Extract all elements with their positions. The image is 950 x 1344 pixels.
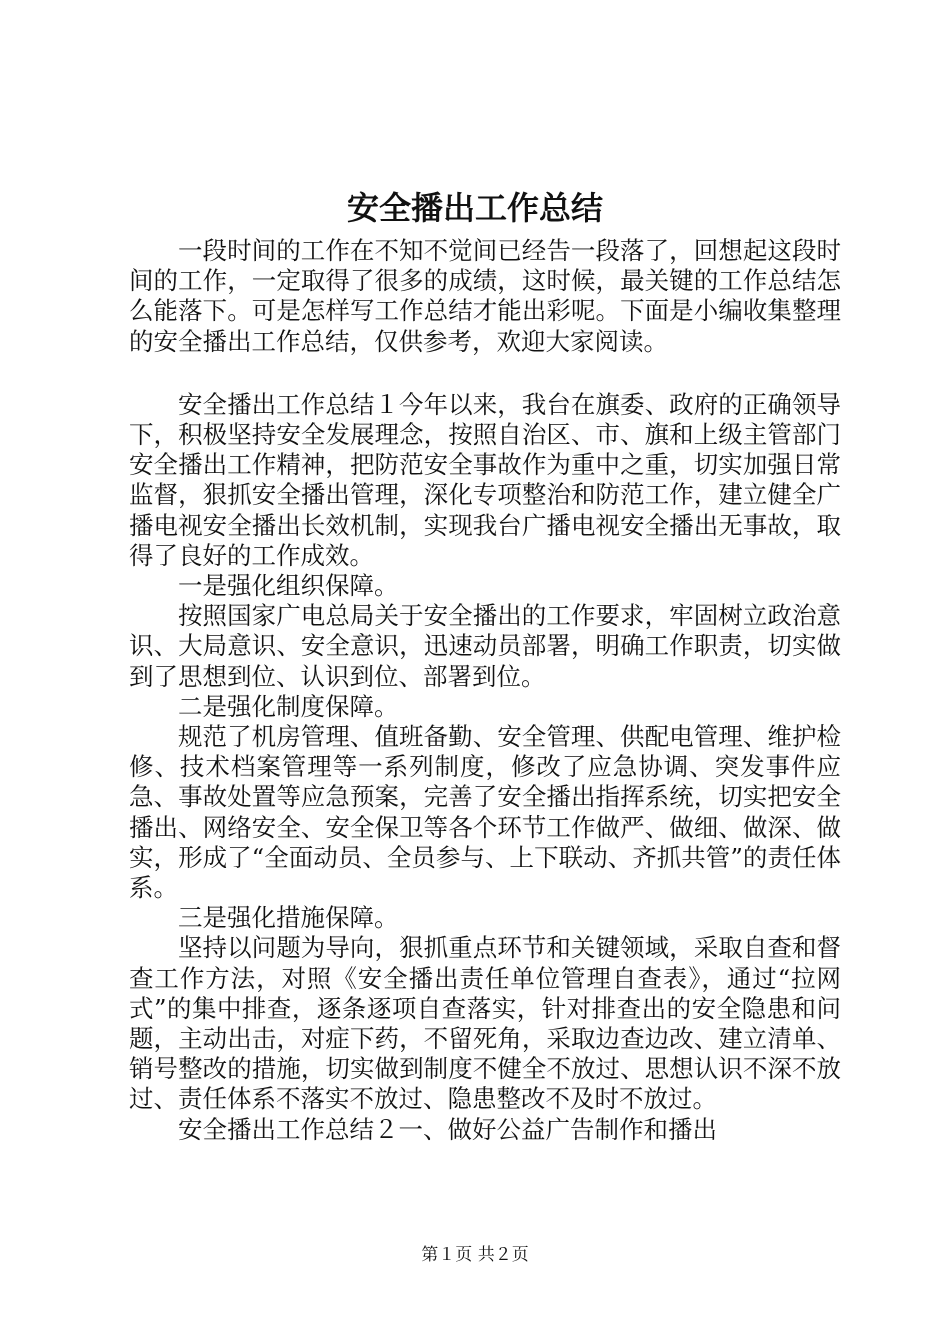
document-body bbox=[129, 236, 841, 1145]
page-title: 安全播出工作总结 bbox=[346, 189, 603, 227]
paragraph-summary-2: 安全播出工作总结２一、做好公益广告制作和播出 bbox=[178, 1114, 717, 1144]
heading-organization: 一是强化组织保障。 bbox=[178, 571, 399, 601]
paragraph-summary-1: 安全播出工作总结１今年以来，我台在旗委、政府的正确领导下，积极坚持安全发展理念，按照自治区、市、旗和上级主管部门安全播出工作精神，把防范安全事故作为重中之重，切实加强日常监督，狠抓安全播出管理，深化专项整治和防范工作，建立健全广播电视安全播出长效机制，实现我台广播电视安全播出无事故，取得了良好的工作成效。 bbox=[129, 389, 841, 570]
paragraph-system: 规范了机房管理、值班备勤、安全管理、供配电管理、维护检修、技术档案管理等一系列制度，修改了应急协调、突发事件应急、事故处置等应急预案，完善了安全播出指挥系统，切实把安全播出、网络安全、安全保卫等各个环节工作做严、做细、做深、做实，形成了“全面动员、全员参与、上下联动、齐抓共管”的责任体系。 bbox=[129, 722, 841, 903]
intro-paragraph: 一段时间的工作在不知不觉间已经告一段落了，回想起这段时间的工作，一定取得了很多的成绩，这时候，最关键的工作总结怎么能落下。可是怎样写工作总结才能出彩呢。下面是小编收集整理的安全播出工作总结，仅供参考，欢迎大家阅读。 bbox=[129, 236, 841, 356]
page-footer: 第１页 共２页 bbox=[421, 1245, 529, 1265]
paragraph-measures: 坚持以问题为导向，狠抓重点环节和关键领域，采取自查和督查工作方法，对照《安全播出责任单位管理自查表》，通过“拉网式”的集中排查，逐条逐项自查落实，针对排查出的安全隐患和问题，主动出击，对症下药，不留死角，采取边查边改、建立清单、销号整改的措施，切实做到制度不健全不放过、思想认识不深不放过、责任体系不落实不放过、隐患整改不及时不放过。 bbox=[129, 933, 841, 1114]
heading-system: 二是强化制度保障。 bbox=[178, 691, 399, 721]
paragraph-organization: 按照国家广电总局关于安全播出的工作要求，牢固树立政治意识、大局意识、安全意识，迅速动员部署，明确工作职责，切实做到了思想到位、认识到位、部署到位。 bbox=[129, 601, 841, 691]
heading-measures: 三是强化措施保障。 bbox=[178, 903, 399, 933]
paragraph-spacer bbox=[129, 357, 841, 390]
